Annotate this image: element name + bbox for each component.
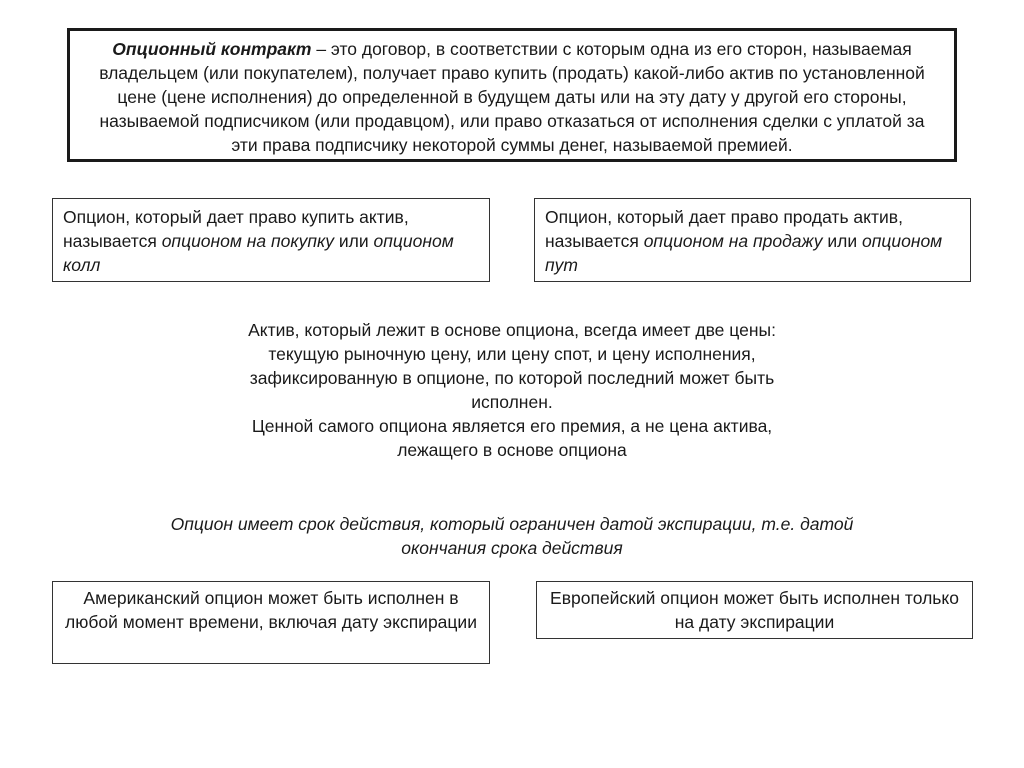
- asset-prices-paragraph: [212, 318, 812, 462]
- call-option-term-1: опционом на покупку: [161, 231, 335, 251]
- european-option-box: [536, 581, 973, 639]
- put-option-box: [534, 198, 971, 282]
- definition-term: Опционный контракт: [112, 39, 312, 59]
- call-option-text-2: или: [334, 231, 374, 251]
- expiry-paragraph: Опцион имеет срок действия, который ограничен датой экспирации, т.е. датой окончания срока действия: [170, 514, 854, 558]
- american-option-text: Американский опцион может быть исполнен в любой момент времени, включая дату экспирации: [65, 588, 477, 632]
- american-option-box: [52, 581, 490, 664]
- put-option-term-2: опционом пут: [545, 231, 943, 275]
- asset-prices-text-1: Актив, который лежит в основе опциона, всегда имеет две цены: текущую рыночную цену, или цену спот, и цену исполнения, зафиксированную в опционе, по которой последний может быть исполнен.: [248, 320, 776, 412]
- put-option-term-1: опционом на продажу: [643, 231, 823, 251]
- call-option-text-1: Опцион, который дает право купить актив, называется: [63, 207, 409, 251]
- european-option-text: Европейский опцион может быть исполнен только на дату экспирации: [550, 588, 959, 632]
- call-option-term-2: опционом колл: [63, 231, 454, 275]
- put-option-text-2: или: [822, 231, 862, 251]
- option-contract-definition-box: [67, 28, 957, 162]
- asset-prices-text-2: Ценной самого опциона является его премия, а не цена актива, лежащего в основе опциона: [251, 416, 773, 460]
- definition-body: – это договор, в соответствии с которым одна из его сторон, называемая владельцем (или покупателем), получает право купить (продать) какой-либо актив по установленной цене (цене исполнения) до определенной в будущем даты или на эту дату у другой его стороны, называемой подписчиком (или продавцом), или право отказаться от исполнения сделки с уплатой за эти права подписчику некоторой суммы денег, называемой премией.: [99, 39, 925, 155]
- call-option-box: [52, 198, 490, 282]
- put-option-text-1: Опцион, который дает право продать актив, называется: [545, 207, 903, 251]
